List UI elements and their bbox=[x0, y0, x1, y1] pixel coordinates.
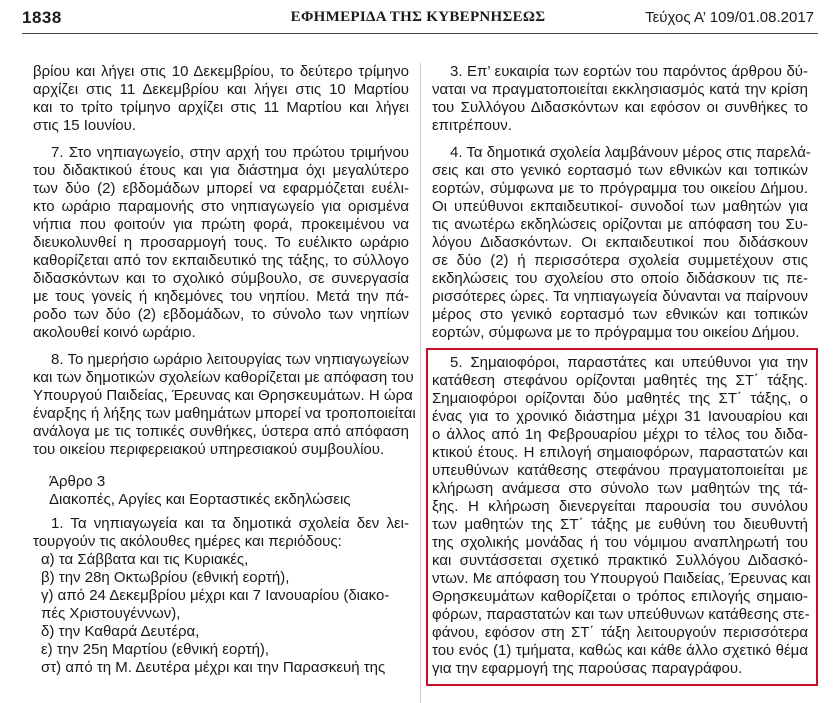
text-line: σε δύο (2) ή περισσότερα σχολεία συμμετέχουν στις bbox=[432, 252, 808, 269]
text-line: 1. Τα νηπιαγωγεία και τα δημοτικά σχολεία δεν λει- bbox=[51, 515, 409, 532]
text-line: τουργούν τις ακόλουθες ημέρες και περιόδους: bbox=[33, 533, 342, 550]
paragraph-7 bbox=[33, 144, 409, 342]
text-line: και το τρίτο τρίμηνο αρχίζει στις 11 Μαρτίου και λήγει bbox=[33, 99, 409, 116]
list-line: δ) την Καθαρά Δευτέρα, bbox=[41, 623, 200, 640]
text-line: Θρησκευμάτων καθορίζεται ο τρόπος επιλογής σημαιο- bbox=[432, 588, 808, 605]
text-line: 5. Σημαιοφόροι, παραστάτες και υπεύθυνοι για την bbox=[450, 354, 808, 371]
text-line: ανάλογα με τις τοπικές συνθήκες, ύστερα από απόφαση bbox=[33, 423, 409, 440]
text-line: ροδο των δύο (2) εβδομάδων, το σύνολο των νηπίων bbox=[33, 306, 409, 323]
text-line: στις 15 Ιουνίου. bbox=[33, 117, 137, 134]
paragraph-continuation bbox=[33, 63, 409, 135]
text-line: κτικού έτους. Η επιλογή σημαιοφόρων, παραστατών και bbox=[432, 444, 808, 461]
paragraph-8 bbox=[33, 351, 416, 459]
text-line: των μαθητών της ΣΤ΄ τάξης με ευθύνη του διευθυντή bbox=[432, 516, 808, 533]
highlight-box bbox=[426, 348, 818, 686]
text-line: τις ανωτέρω εκδηλώσεις ορίζονται με απόφαση του Συ- bbox=[432, 216, 808, 233]
text-line: και συντάσσεται σχετικό πρακτικό Συλλόγου Διδασκό- bbox=[432, 552, 808, 569]
paragraph-4 bbox=[432, 144, 811, 342]
page-header bbox=[0, 0, 836, 36]
text-line: νήπια που φοιτούν για πρώτη φορά, προκειμένου να bbox=[33, 216, 409, 233]
text-line: σεις και στο γενικό εορτασμό των εθνικών και τοπικών bbox=[432, 162, 808, 179]
text-line: υπευθύνων κατάθεσης στεφάνου πραγματοποιείται με bbox=[432, 462, 808, 479]
article-title: Άρθρο 3 bbox=[49, 473, 106, 490]
text-line: βρίου και λήγει στις 10 Δεκεμβρίου, το δεύτερο τρίμηνο bbox=[33, 63, 409, 80]
text-line: του διδακτικού έτους και για διάστημα όχι μεγαλύτερο bbox=[33, 162, 409, 179]
list-line: γ) από 24 Δεκεμβρίου μέχρι και 7 Ιανουαρίου (διακο- bbox=[41, 587, 390, 604]
text-line: κατάθεση στεφάνου ορίζονται μαθητές της ΣΤ΄ τάξης. bbox=[432, 372, 808, 389]
text-line: 8. Το ημερήσιο ωράριο λειτουργίας των νηπιαγωγείων bbox=[51, 351, 409, 368]
gazette-title: ΕΦΗΜΕΡΙΔΑ ΤΗΣ ΚΥΒΕΡΝΗΣΕΩΣ bbox=[290, 9, 546, 25]
issue-reference: Τεύχος Α’ 109/01.08.2017 bbox=[645, 9, 814, 26]
page-number: 1838 bbox=[22, 8, 62, 27]
text-line: ακολουθεί κοινό ωράριο. bbox=[33, 324, 196, 341]
text-line: φάνου, εφόσον στη ΣΤ΄ τάξη λειτουργούν περισσότερα bbox=[432, 624, 808, 641]
article-subtitle: Διακοπές, Αργίες και Εορταστικές εκδηλώσεις bbox=[49, 491, 351, 508]
text-line: Σημαιοφόροι ορίζονται δύο μαθητές της ΣΤ΄ τάξης, ο bbox=[432, 390, 808, 407]
text-line: των δύο (2) εβδομάδων μπορεί να εφαρμόζεται ευέλι- bbox=[33, 180, 409, 197]
text-line: ναται να πραγματοποιείται εκκλησιασμός κατά την κρίση bbox=[432, 81, 808, 98]
text-line: φόρων, παραστατών και των υπεύθυνων κατάθεσης στε- bbox=[432, 606, 810, 623]
text-line: Υπουργού Παιδείας, Έρευνας και Θρησκευμάτων. Η ώρα bbox=[33, 387, 413, 404]
text-line: ντων. Με απόφαση του Υπουργού Παιδείας, Έρευνας και bbox=[432, 570, 811, 587]
text-line: επιτρέπουν. bbox=[432, 117, 512, 134]
text-line: της σχολικής μονάδας ή του νόμιμου αναπληρωτή του bbox=[432, 534, 808, 551]
text-line: για την εφαρμογή της παρούσας παραγράφου. bbox=[432, 660, 743, 677]
list-line: β) την 28η Οκτωβρίου (εθνική εορτή), bbox=[41, 569, 290, 586]
list-line: πές Χριστουγέννων), bbox=[41, 605, 181, 622]
holiday-list bbox=[41, 551, 409, 677]
text-line: έναρξης ή λήξης των μαθημάτων μπορεί να τροποποιείται bbox=[33, 405, 416, 422]
text-line: 7. Στο νηπιαγωγείο, στην αρχή του πρώτου τριμήνου bbox=[51, 144, 409, 161]
paragraph-3 bbox=[432, 63, 808, 135]
text-line: εκδηλώσεις του σχολείου στο οποίο διδάσκουν τις πε- bbox=[432, 270, 808, 287]
list-line: α) τα Σάββατα και τις Κυριακές, bbox=[41, 551, 249, 568]
text-line: ο άλλος από 1η Φεβρουαρίου μέχρι το τέλος του διδα- bbox=[432, 426, 808, 443]
text-line: εορτών, σύμφωνα με το πρόγραμμα του οικείου Δήμου. bbox=[432, 324, 800, 341]
text-line: κλήρωση ανάμεσα στο σύνολο των μαθητών της τά- bbox=[432, 480, 808, 497]
text-line: λόγου Διδασκόντων. Οι εκπαιδευτικοί που διδάσκουν bbox=[432, 234, 808, 251]
text-line: 3. Επ’ ευκαιρία των εορτών του παρόντος άρθρου δύ- bbox=[450, 63, 808, 80]
text-line: κτο ωράριο παραμονής στο νηπιαγωγείο για ορισμένα bbox=[33, 198, 409, 215]
text-line: του οικείου περιφερειακού υπηρεσιακού συμβουλίου. bbox=[33, 441, 385, 458]
text-line: εορτών, σύμφωνα με το πρόγραμμα του οικείου Δήμου. bbox=[432, 180, 808, 197]
text-line: μέρος στο γενικό εορτασμό των εθνικών και τοπικών bbox=[432, 306, 808, 323]
text-line: του ενός (1) τμήματα, καθώς και κάθε άλλο σχετικό θέμα bbox=[432, 642, 808, 659]
list-line: στ) από τη Μ. Δευτέρα μέχρι και την Παρασκευή της bbox=[41, 659, 386, 676]
text-line: ένας για το χρονικό διάστημα μέχρι 31 Ιανουαρίου και bbox=[432, 408, 808, 425]
text-line: καθορίζεται από τον εκπαιδευτικό της τάξης, το σύλλογο bbox=[33, 252, 409, 269]
text-line: αρχίζει στις 11 Δεκεμβρίου και λήγει στις 10 Μαρτίου bbox=[33, 81, 409, 98]
text-line: του Συλλόγου Διδασκόντων και εφόσον οι συνθήκες το bbox=[432, 99, 808, 116]
article-3-paragraph-1 bbox=[33, 515, 409, 551]
header-rule bbox=[22, 33, 818, 34]
text-line: με τους γονείς ή κηδεμόνες του νηπίου. Μετά την πά- bbox=[33, 288, 409, 305]
left-column bbox=[33, 63, 416, 677]
list-line: ε) την 25η Μαρτίου (εθνική εορτή), bbox=[41, 641, 270, 658]
text-line: διδασκόντων και το σχολικό σύμβουλο, σε συνεργασία bbox=[33, 270, 409, 287]
text-line: διευκολυνθεί η προσαρμογή τους. Το ευέλικτο ωράριο bbox=[33, 234, 409, 251]
text-line: Οι υπεύθυνοι εκπαιδευτικοί- συνοδοί των μαθητών για bbox=[432, 198, 808, 215]
column-divider bbox=[420, 63, 421, 703]
text-line: 4. Τα δημοτικά σχολεία λαμβάνουν μέρος στις παρελά- bbox=[450, 144, 811, 161]
text-line: και των δημοτικών σχολείων καθορίζεται με απόφαση του bbox=[33, 369, 414, 386]
text-line: ρισσότερες ώρες. Τα νηπιαγωγεία δύνανται να παίρνουν bbox=[432, 288, 808, 305]
text-line: ξης. Η κλήρωση διενεργείται παρουσία του συνόλου bbox=[432, 498, 808, 515]
